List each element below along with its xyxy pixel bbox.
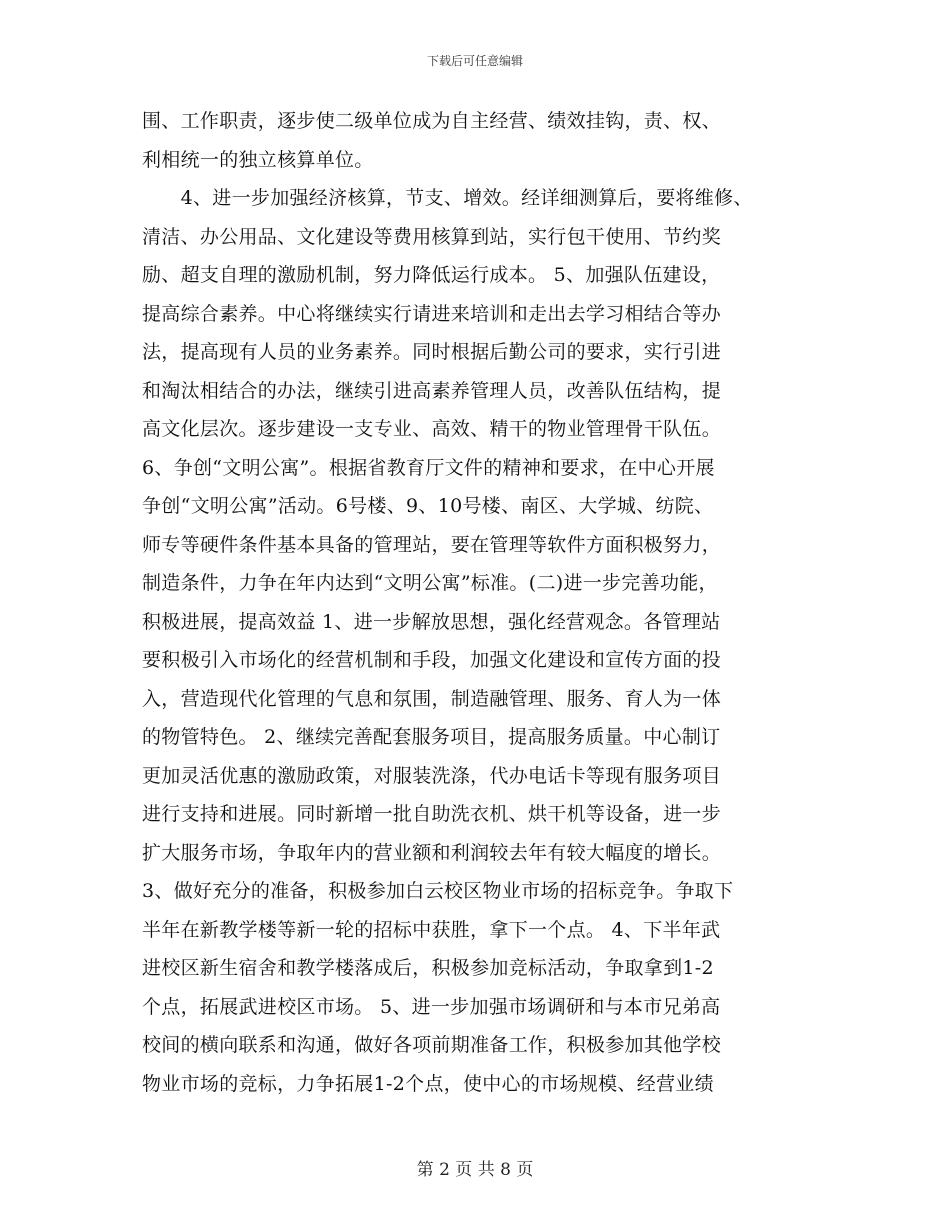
text-line: 积极进展，提高效益 1、进一步解放思想，强化经营观念。各管理站 <box>142 610 721 633</box>
text-line: 进校区新生宿舍和教学楼落成后，积极参加竞标活动，争取拿到1-2 <box>142 957 714 979</box>
text-line: 清洁、办公用品、文化建设等费用核算到站，实行包干使用、节约奖 <box>142 225 722 248</box>
text-line: 争创“文明公寓”活动。6号楼、9、10号楼、南区、大学城、纺院、 <box>142 495 714 517</box>
text-line: 师专等硬件条件基本具备的管理站，要在管理等软件方面积极努力， <box>142 533 722 556</box>
text-line: 和淘汰相结合的办法，继续引进高素养管理人员，改善队伍结构，提 <box>142 379 722 402</box>
text-line: 要积极引入市场化的经营机制和手段，加强文化建设和宣传方面的投 <box>142 649 722 671</box>
text-line: 的物管特色。 2、继续完善配套服务项目，提高服务质量。中心制订 <box>142 726 721 748</box>
text-line: 3、做好充分的准备，积极参加白云校区物业市场的招标竞争。争取下 <box>142 880 734 902</box>
text-line: 校间的横向联系和沟通，做好各项前期准备工作，积极参加其他学校 <box>142 1034 722 1056</box>
document-body <box>142 102 822 1103</box>
text-line: 6、争创“文明公寓”。根据省教育厅文件的精神和要求，在中心开展 <box>142 456 715 479</box>
text-line: 更加灵活优惠的激励政策，对服装洗涤，代办电话卡等现有服务项目 <box>142 764 722 787</box>
text-line: 提高综合素养。中心将继续实行请进来培训和走出去学习相结合等办 <box>142 302 722 325</box>
text-line: 半年在新教学楼等新一轮的招标中获胜，拿下一个点。 4、下半年武 <box>142 918 721 941</box>
text-line: 围、工作职责，逐步使二级单位成为自主经营、绩效挂钩，责、权、 <box>142 110 722 132</box>
page-header: 下载后可任意编辑 <box>426 54 523 68</box>
text-line: 利相统一的独立核算单位。 <box>142 148 374 171</box>
text-line: 高文化层次。逐步建设一支专业、高效、精干的物业管理骨干队伍。 <box>142 418 722 440</box>
text-line: 励、超支自理的激励机制，努力降低运行成本。 5、加强队伍建设， <box>142 264 721 286</box>
page-footer: 第 2 页 共 8 页 <box>416 1160 534 1180</box>
text-line: 个点，拓展武进校区市场。 5、进一步加强市场调研和与本市兄弟高 <box>142 995 721 1018</box>
text-line: 扩大服务市场，争取年内的营业额和利润较去年有较大幅度的增长。 <box>142 841 722 864</box>
text-line: 进行支持和进展。同时新增一批自助洗衣机、烘干机等设备，进一步 <box>142 803 722 825</box>
text-line: 法，提高现有人员的业务素养。同时根据后勤公司的要求，实行引进 <box>142 341 722 363</box>
text-line: 入，营造现代化管理的气息和氛围，制造融管理、服务、育人为一体 <box>142 687 722 710</box>
text-line: 4、进一步加强经济核算，节支、增效。经详细测算后，要将维修、 <box>142 187 753 209</box>
text-line: 物业市场的竞标，力争拓展1-2个点，使中心的市场规模、经营业绩 <box>142 1072 714 1095</box>
text-line: 制造条件，力争在年内达到“文明公寓”标准。(二)进一步完善功能， <box>142 572 718 594</box>
